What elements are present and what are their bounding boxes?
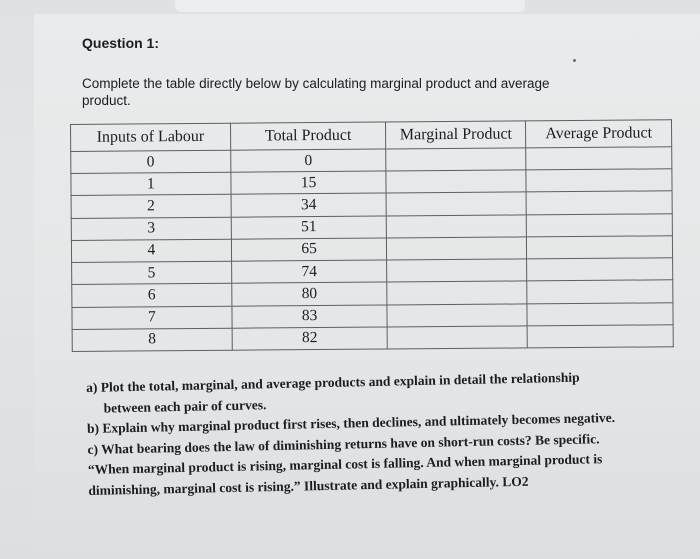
average-product-cell <box>526 169 672 192</box>
labour-cell: 3 <box>71 217 231 240</box>
total-product-cell: 15 <box>231 171 387 194</box>
header-total-product: Total Product <box>230 122 386 150</box>
marginal-product-cell <box>388 326 528 349</box>
question-c-line-3: diminishing, marginal cost is rising.” Illustrate and explain graphically. LO2 <box>88 473 529 498</box>
question-title: Question 1: <box>82 35 160 51</box>
speck-dot <box>573 59 576 62</box>
total-product-cell: 80 <box>231 282 387 305</box>
total-product-cell: 51 <box>231 216 387 239</box>
total-product-cell: 82 <box>232 327 388 350</box>
total-product-cell: 34 <box>231 193 387 216</box>
total-product-cell: 0 <box>230 149 386 172</box>
marginal-product-cell <box>387 237 527 260</box>
header-marginal-product: Marginal Product <box>386 121 526 149</box>
labour-cell: 6 <box>72 284 232 307</box>
total-product-cell: 74 <box>231 260 387 283</box>
question-a-line-2: between each pair of curves. <box>103 396 267 416</box>
labour-cell: 8 <box>72 328 232 352</box>
labour-cell: 1 <box>71 172 231 195</box>
average-product-cell <box>527 280 673 303</box>
average-product-cell <box>526 213 672 236</box>
marginal-product-cell <box>386 148 526 171</box>
average-product-cell <box>526 191 672 214</box>
labour-cell: 4 <box>71 239 231 262</box>
marginal-product-cell <box>387 215 527 238</box>
average-product-cell <box>527 236 673 259</box>
labour-cell: 0 <box>71 150 231 173</box>
marginal-product-cell <box>387 259 527 282</box>
marginal-product-cell <box>387 281 527 304</box>
question-c-line-2: “When marginal product is rising, marginal cost is falling. And when marginal product is <box>87 451 603 477</box>
marginal-product-cell <box>386 192 526 215</box>
question-c-line-1: c) What bearing does the law of diminishing returns have on short-run costs? Be specific. <box>87 430 600 457</box>
instructions-text: Complete the table directly below by calculating marginal product and average product. <box>82 76 550 108</box>
average-product-cell <box>527 302 673 325</box>
average-product-cell <box>526 147 672 170</box>
header-inputs-of-labour: Inputs of Labour <box>71 123 231 151</box>
production-table <box>70 119 674 352</box>
question-a-line-1: a) Plot the total, marginal, and average products and explain in detail the relationship <box>86 369 580 395</box>
total-product-cell: 65 <box>231 238 387 261</box>
labour-cell: 5 <box>72 261 232 284</box>
questions-block <box>86 365 688 501</box>
marginal-product-cell <box>386 170 526 193</box>
labour-cell: 2 <box>71 195 231 218</box>
top-edge-bar <box>175 0 525 12</box>
question-b: b) Explain why marginal product first rises, then declines, and ultimately becomes negative. <box>86 409 616 436</box>
header-average-product: Average Product <box>526 120 672 148</box>
total-product-cell: 83 <box>232 305 388 328</box>
labour-cell: 7 <box>72 306 232 329</box>
average-product-cell <box>527 258 673 281</box>
table-row <box>72 325 673 352</box>
marginal-product-cell <box>387 303 527 326</box>
average-product-cell <box>527 325 673 348</box>
